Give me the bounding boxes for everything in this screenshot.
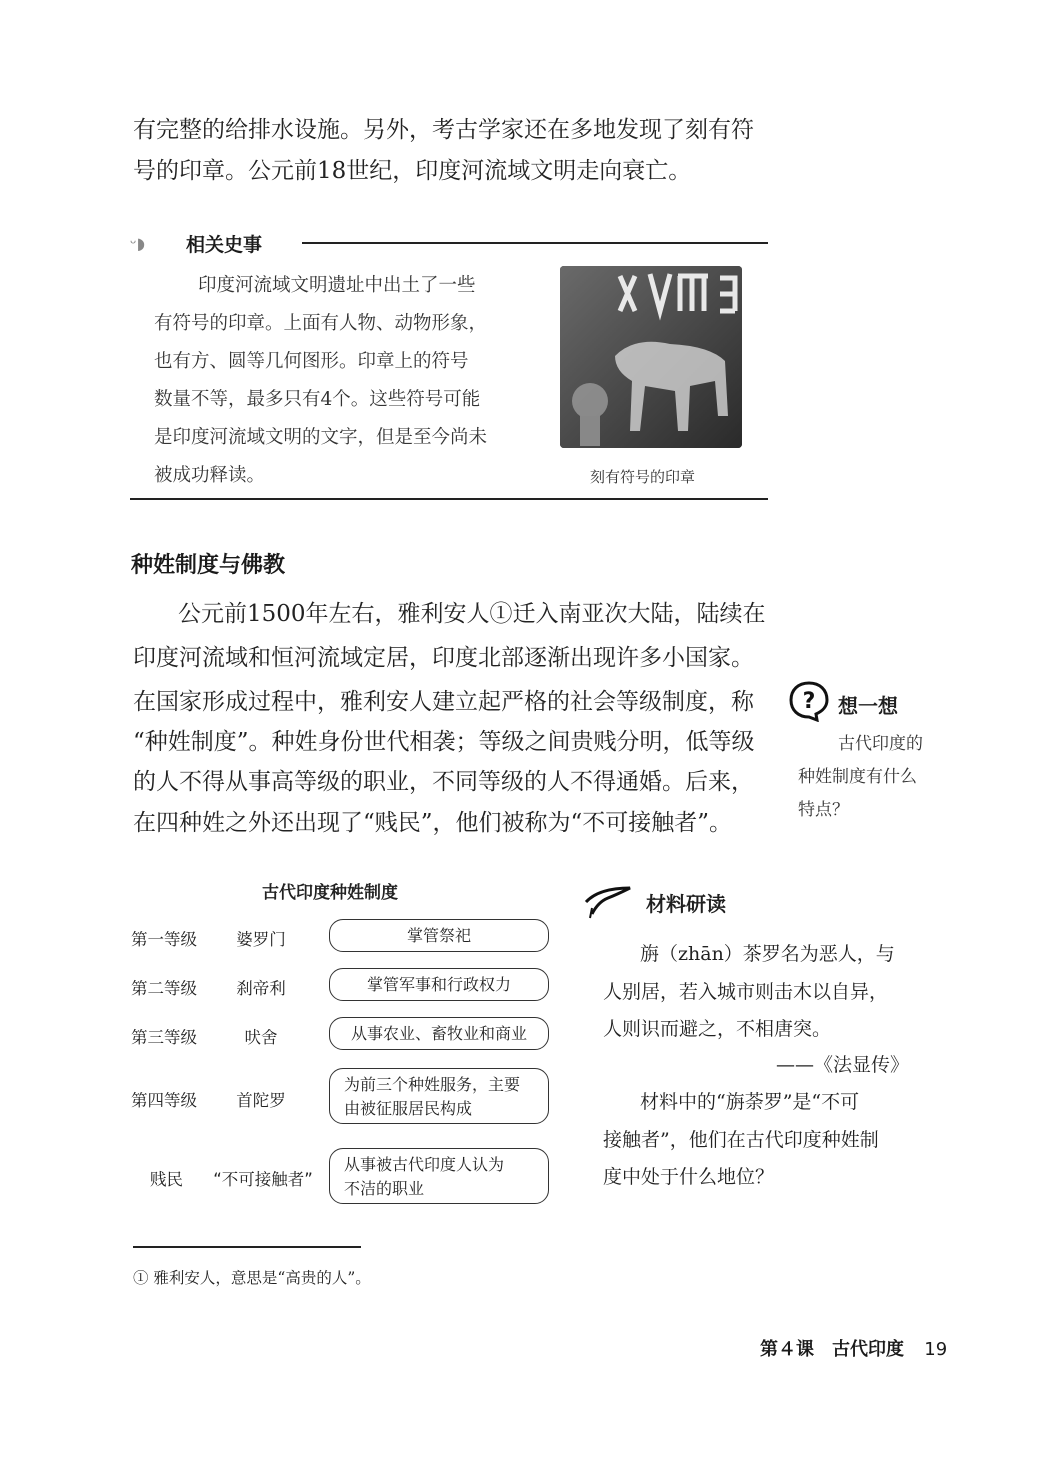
caste-level: 第二等级 [131, 979, 197, 998]
related-history-title: 相关史事 [186, 234, 263, 256]
svg-text:?: ? [802, 689, 816, 714]
caste-level: 第三等级 [131, 1028, 197, 1047]
related-line: 印度河流域文明遗址中出土了一些 [198, 275, 476, 296]
page-footer [760, 1335, 947, 1361]
material-quote-line: 旃（zhān）茶罗名为恶人，与 [640, 943, 895, 965]
caste-name: 吠舍 [244, 1028, 278, 1047]
seal-image [560, 266, 742, 448]
material-question-line: 接触者”，他们在古代印度种姓制 [603, 1129, 879, 1151]
related-line: 有符号的印章。上面有人物、动物形象， [154, 313, 488, 334]
section-title: 种姓制度与佛教 [131, 553, 286, 578]
intro-line: 号的印章。公元前18世纪，印度河流域文明走向衰亡。 [133, 158, 692, 184]
seal-image-caption: 刻有符号的印章 [590, 468, 696, 486]
caste-duty-box [329, 1068, 549, 1124]
related-line: 也有方、圆等几何图形。印章上的符号 [154, 351, 469, 372]
caste-name: 刹帝利 [236, 979, 286, 998]
caste-level: 贱民 [150, 1170, 183, 1189]
section-line: “种姓制度”。种姓身份世代相袭；等级之间贵贱分明，低等级 [133, 729, 755, 755]
section-line: 在国家形成过程中，雅利安人建立起严格的社会等级制度，称 [133, 689, 754, 715]
related-history-top-rule [302, 242, 768, 244]
caste-level: 第一等级 [131, 930, 197, 949]
related-line: 被成功释读。 [154, 465, 266, 486]
lesson-title: 第４课 古代印度 [760, 1339, 904, 1360]
intro-line: 有完整的给排水设施。另外，考古学家还在多地发现了刻有符 [133, 117, 754, 143]
caste-chart-title: 古代印度种姓制度 [262, 883, 398, 903]
related-history-icon: ᵕ◗ [130, 234, 146, 253]
section-line: 在四种姓之外还出现了“贱民”，他们被称为“不可接触者”。 [133, 810, 733, 836]
related-line: 数量不等，最多只有4个。这些符号可能 [154, 389, 481, 410]
think-line: 古代印度的 [838, 734, 923, 754]
think-sidebar [788, 680, 988, 830]
material-source: ——《法显传》 [776, 1054, 910, 1076]
material-label: 材料研读 [646, 892, 726, 916]
related-history-bottom-rule [130, 498, 768, 500]
page-number: 19 [924, 1339, 948, 1360]
material-question-line: 度中处于什么地位？ [603, 1166, 775, 1188]
footnote-rule [133, 1246, 361, 1248]
caste-duty-line: 不洁的职业 [344, 1179, 425, 1198]
caste-duty-line: 从事被古代印度人认为 [344, 1155, 505, 1174]
seal-illustration [560, 266, 742, 448]
material-question-line: 材料中的“旃荼罗”是“不可 [640, 1091, 860, 1113]
related-history-box [130, 228, 770, 500]
think-line: 种姓制度有什么 [798, 767, 917, 787]
caste-level: 第四等级 [131, 1091, 197, 1110]
section-line: 印度河流域和恒河流域定居，印度北部逐渐出现许多小国家。 [133, 645, 754, 671]
think-label: 想一想 [838, 694, 898, 718]
section-line: 的人不得从事高等级的职业，不同等级的人不得通婚。后来， [133, 769, 754, 795]
material-quote-line: 人则识而避之，不相唐突。 [603, 1018, 832, 1040]
material-quote-line: 人别居，若入城市则击木以自异， [603, 981, 889, 1003]
think-line: 特点？ [798, 800, 849, 820]
caste-duty-line: 由被征服居民构成 [344, 1099, 473, 1118]
caste-duty-line: 为前三个种姓服务，主要 [344, 1075, 521, 1094]
quill-pen-icon [584, 882, 634, 920]
caste-duty-box [329, 1148, 549, 1204]
footnote: ① 雅利安人，意思是“高贵的人”。 [133, 1269, 371, 1287]
caste-duty-box: 掌管军事和行政权力 [329, 968, 549, 1001]
section-line: 公元前1500年左右，雅利安人①迁入南亚次大陆，陆续在 [178, 601, 766, 627]
caste-duty-box: 从事农业、畜牧业和商业 [329, 1017, 549, 1050]
caste-name: 婆罗门 [236, 930, 286, 949]
question-bubble-icon [788, 680, 830, 722]
caste-duty-box: 掌管祭祀 [329, 919, 549, 952]
caste-name: 首陀罗 [236, 1091, 286, 1110]
related-line: 是印度河流域文明的文字，但是至今尚未 [154, 427, 488, 448]
caste-name: “不可接触者” [213, 1170, 313, 1189]
